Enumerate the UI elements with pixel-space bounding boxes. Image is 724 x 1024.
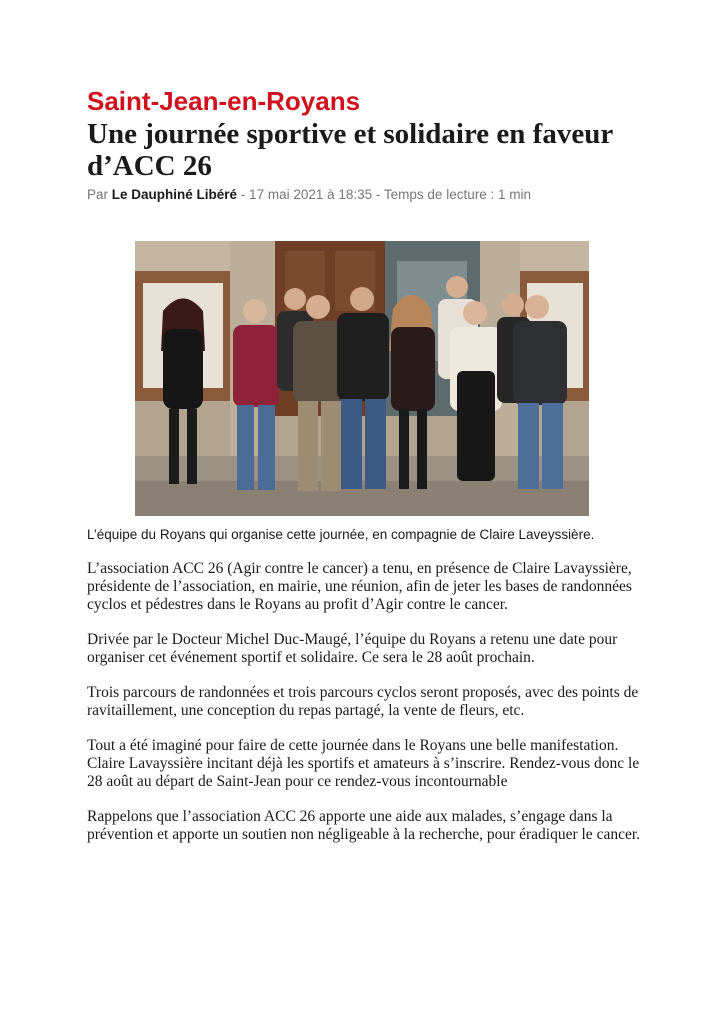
photo-caption: L’équipe du Royans qui organise cette journée, en compagnie de Claire Laveyssière. [87, 527, 595, 542]
byline-reading-time: - Temps de lecture : 1 min [372, 187, 531, 202]
article-header [87, 86, 647, 204]
paragraph: Drivée par le Docteur Michel Duc-Maugé, l’équipe du Royans a retenu une date pour organiser cet événement sportif et solidaire. Ce sera le 28 août prochain. [87, 631, 618, 666]
article-photo [135, 241, 589, 516]
byline-prefix: Par [87, 187, 109, 202]
article-body [87, 560, 647, 861]
byline-date: - 17 mai 2021 à 18:35 [237, 187, 373, 202]
paragraph: L’association ACC 26 (Agir contre le cancer) a tenu, en présence de Claire Lavayssière, présidente de l’association, en mairie, une réunion, afin de jeter les bases de randonnées cyclos et pédestres dans le Royans au profit d’Agir contre le cancer. [87, 560, 632, 613]
article-byline [87, 186, 647, 204]
paragraph: Trois parcours de randonnées et trois parcours cyclos seront proposés, avec des points de ravitaillement, une conception du repas partagé, la vente de fleurs, etc. [87, 684, 639, 719]
paragraph: Rappelons que l’association ACC 26 apporte une aide aux malades, s’engage dans la prévention et apporte un soutien non négligeable à la recherche, pour éradiquer le cancer. [87, 808, 641, 843]
byline-author[interactable]: Le Dauphiné Libéré [111, 187, 238, 202]
group-photo-illustration [135, 241, 589, 516]
article-title: Une journée sportive et solidaire en faveur d’ACC 26 [87, 118, 613, 182]
paragraph: Tout a été imaginé pour faire de cette journée dans le Royans une belle manifestation. Claire Lavayssière incitant déjà les sportifs et amateurs à s’inscrire. Rendez-vous donc le 28 août au départ de Saint-Jean pour ce rendez-vous incontournable [87, 737, 640, 790]
article-kicker: Saint-Jean-en-Royans [87, 86, 361, 116]
